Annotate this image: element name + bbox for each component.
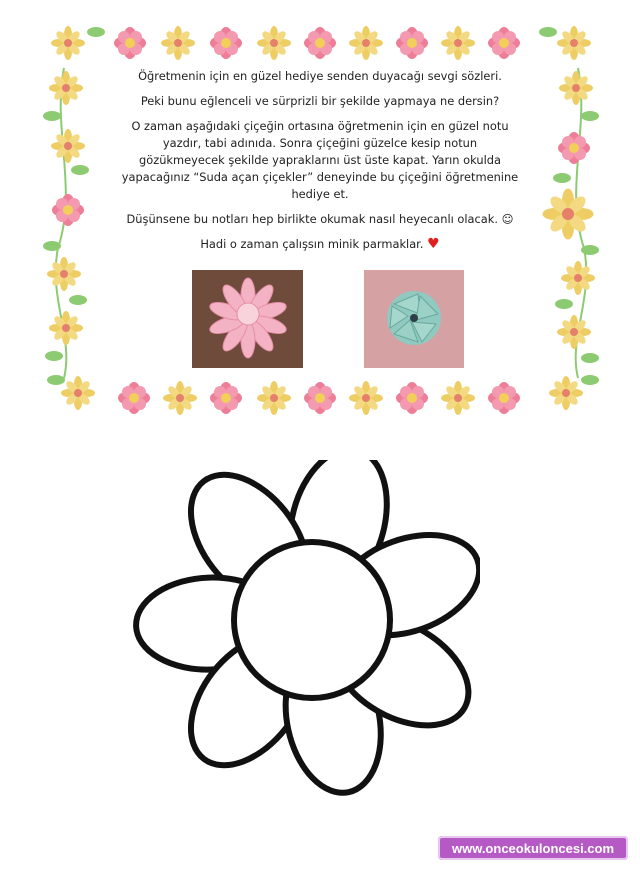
heart-icon: ♥: [427, 236, 440, 252]
line-1: Öğretmenin için en güzel hediye senden duyacağı sevgi sözleri.: [138, 69, 502, 83]
website-watermark[interactable]: www.onceokuloncesi.com: [438, 836, 628, 860]
line-2: Peki bunu eğlenceli ve sürprizli bir şekilde yapmaya ne dersin?: [140, 94, 500, 108]
right-flower-column: [543, 68, 600, 378]
outline-flower-template: [100, 460, 480, 860]
instruction-text: [120, 68, 520, 261]
blue-folded-flower-photo: [364, 270, 464, 368]
top-flower-row: [51, 26, 591, 60]
line-5: [120, 236, 520, 253]
line-3: O zaman aşağıdaki çiçeğin ortasına öğretmenin için en güzel notu yazdır, tabi adınıda. Sonra çiçeğini güzelce kesip notun gözükmeyecek şekilde yapraklarını üst üste kapat. Yarın okulda yapacağınız “Suda açan çiçekler” deneyinde bu çiçeğini öğretmenine hediye et.: [121, 119, 519, 201]
left-flower-column: [43, 68, 89, 378]
line-5-text: Hadi o zaman çalışsın minik parmaklar.: [200, 237, 424, 251]
line-4: Düşünsene bu notları hep birlikte okumak nasıl heyecanlı olacak. ☺: [126, 212, 514, 226]
bottom-flower-row: [47, 375, 599, 415]
pink-paper-flower-photo: [192, 270, 303, 368]
